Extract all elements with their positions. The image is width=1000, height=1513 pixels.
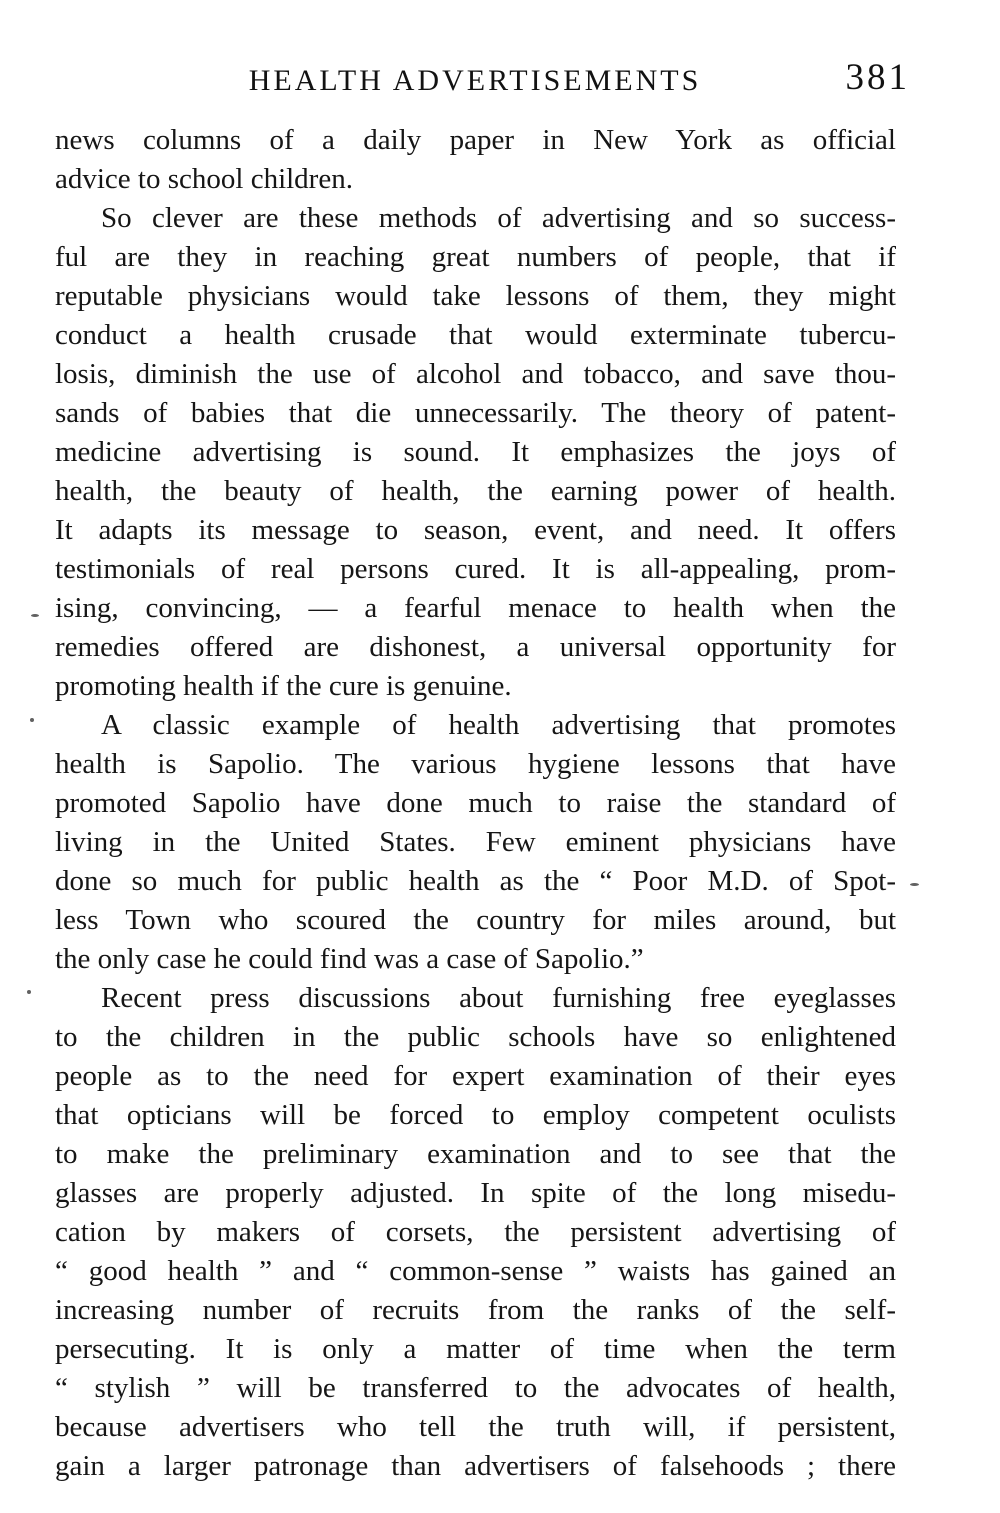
text-line: living in the United States. Few eminent physicians have <box>55 826 896 858</box>
text-line: health, the beauty of health, the earning power of health. <box>55 475 896 507</box>
text-line: ising, convincing, — a fearful menace to health when the <box>55 592 896 624</box>
text-line: reputable physicians would take lessons of them, they might <box>55 280 896 312</box>
text-line: less Town who scoured the country for miles around, but <box>55 904 896 936</box>
text-line: promoted Sapolio have done much to raise the standard of <box>55 787 896 819</box>
scan-speck <box>27 990 31 994</box>
text-line: So clever are these methods of advertising and so success- <box>101 202 896 234</box>
text-line: “ good health ” and “ common-sense ” waists has gained an <box>55 1255 896 1287</box>
scan-speck <box>910 883 919 886</box>
text-line: health is Sapolio. The various hygiene lessons that have <box>55 748 896 780</box>
text-line: to the children in the public schools have so enlightened <box>55 1021 896 1053</box>
running-head-title: HEALTH ADVERTISEMENTS <box>248 64 702 97</box>
text-line: news columns of a daily paper in New York as official <box>55 124 896 156</box>
page-number: 381 <box>845 57 910 98</box>
text-line: sands of babies that die unnecessarily. The theory of patent- <box>55 397 896 429</box>
text-line: testimonials of real persons cured. It is all-appealing, prom- <box>55 553 896 585</box>
text-line: cation by makers of corsets, the persistent advertising of <box>55 1216 896 1248</box>
page-body-text <box>55 121 896 1486</box>
text-line: glasses are properly adjusted. In spite of the long misedu- <box>55 1177 896 1209</box>
text-line: conduct a health crusade that would exterminate tubercu- <box>55 319 896 351</box>
text-line: because advertisers who tell the truth will, if persistent, <box>55 1411 896 1443</box>
text-line: to make the preliminary examination and to see that the <box>55 1138 896 1170</box>
text-line: medicine advertising is sound. It emphasizes the joys of <box>55 436 896 468</box>
text-line: people as to the need for expert examination of their eyes <box>55 1060 896 1092</box>
text-line: gain a larger patronage than advertisers of falsehoods ; there <box>55 1450 896 1482</box>
text-line: losis, diminish the use of alcohol and tobacco, and save thou- <box>55 358 896 390</box>
text-line: increasing number of recruits from the ranks of the self- <box>55 1294 896 1326</box>
text-line: Recent press discussions about furnishing free eyeglasses <box>101 982 896 1014</box>
text-line: advice to school children. <box>55 163 353 195</box>
scan-speck <box>31 614 39 617</box>
text-line: done so much for public health as the “ Poor M.D. of Spot- <box>55 865 896 897</box>
text-line: “ stylish ” will be transferred to the advocates of health, <box>55 1372 896 1404</box>
scan-speck <box>30 718 34 722</box>
text-line: It adapts its message to season, event, and need. It offers <box>55 514 896 546</box>
text-line: persecuting. It is only a matter of time when the term <box>55 1333 896 1365</box>
text-line: promoting health if the cure is genuine. <box>55 670 512 702</box>
text-line: that opticians will be forced to employ competent oculists <box>55 1099 896 1131</box>
text-line: ful are they in reaching great numbers of people, that if <box>55 241 896 273</box>
text-line: remedies offered are dishonest, a universal opportunity for <box>55 631 896 663</box>
text-line: the only case he could find was a case of Sapolio.” <box>55 943 644 975</box>
text-line: A classic example of health advertising that promotes <box>101 709 896 741</box>
